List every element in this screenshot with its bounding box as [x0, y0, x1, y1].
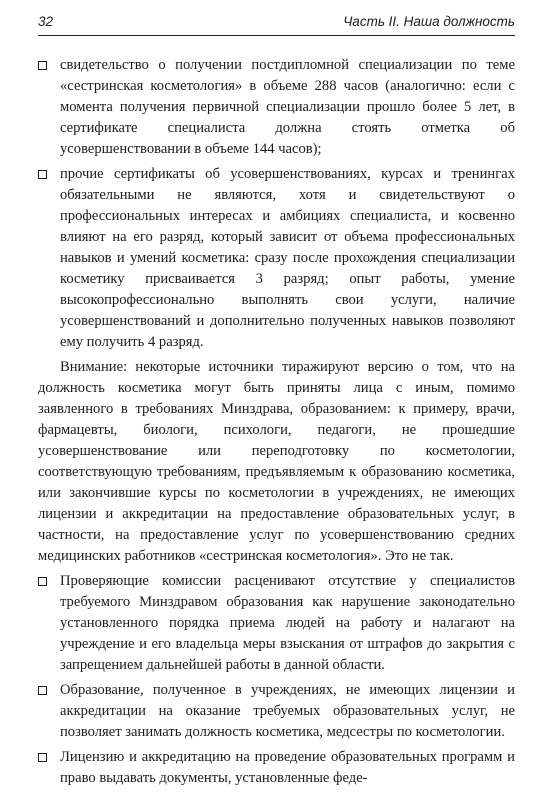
- list-item-text: свидетельство о получении постдипломной специализации по теме «сестринская косметология» в объеме 288 часов (аналогично: если с момента получения первичной специализации прошло более 5 лет, в сертификате специалиста должна стоять отметка об усовершенствовании в объеме 144 часов);: [60, 57, 515, 157]
- checkbox-bullet-icon: [38, 170, 47, 179]
- list-item: [38, 747, 515, 789]
- list-item-text: Образование, полученное в учреждениях, не имеющих лицензии и аккредитации на оказание требуемых образовательных услуг, не позволяет занимать должность косметика, медсестры по косметологии.: [60, 682, 515, 740]
- running-header: [38, 11, 515, 36]
- list-item: [38, 164, 515, 353]
- checkbox-bullet-icon: [38, 686, 47, 695]
- checkbox-bullet-icon: [38, 753, 47, 762]
- attention-paragraph: Внимание: некоторые источники тиражируют версию о том, что на должность косметика могут быть приняты лица с иным, помимо заявленного в требованиях Минздрава, образованием: к примеру, врачи, фармацевты, биологи, психологи, педагоги, не прошедшие усовершенствование или переподготовку по косметологии, соответствующую требованиям, предъявляемым к образованию косметика, или закончившие курсы по косметологии в учреждениях, не имеющих лицензии и аккредитации на предоставление образовательных услуг, в частности, на предоставление услуг по усовершенствованию средних медицинских работников «сестринская косметология». Это не так.: [38, 359, 515, 564]
- list-item-text: Лицензию и аккредитацию на проведение образовательных программ и право выдавать документы, установленные феде-: [60, 749, 515, 786]
- section-title: Часть II. Наша должность: [343, 14, 515, 29]
- list-item: [38, 55, 515, 160]
- list-item-text: прочие сертификаты об усовершенствованиях, курсах и тренингах обязательными не являются, хотя и свидетельствуют о профессиональных интересах и амбициях специалиста, и косвенно влияют на его разряд, который зависит от объема профессиональных навыков и умений косметика: сразу после прохождения специализации косметику присваивается 3 разряд; опыт работы, умение высокопрофессионально выполнять свои услуги, наличие усовершенствований и дополнительно полученных навыков позволяют ему получить 4 разряд.: [60, 166, 515, 350]
- checkbox-bullet-icon: [38, 577, 47, 586]
- checkbox-bullet-icon: [38, 61, 47, 70]
- list-item: [38, 680, 515, 743]
- page-number: 32: [38, 14, 54, 29]
- page-content: [38, 55, 515, 793]
- list-item: [38, 571, 515, 676]
- list-item-text: Проверяющие комиссии расценивают отсутствие у специалистов требуемого Минздравом образования как нарушение законодательно установленного порядка приема людей на работу и налагают на учреждение и его владельца меры взыскания от штрафов до закрытия с запрещением дальнейшей работы в данной области.: [60, 573, 515, 673]
